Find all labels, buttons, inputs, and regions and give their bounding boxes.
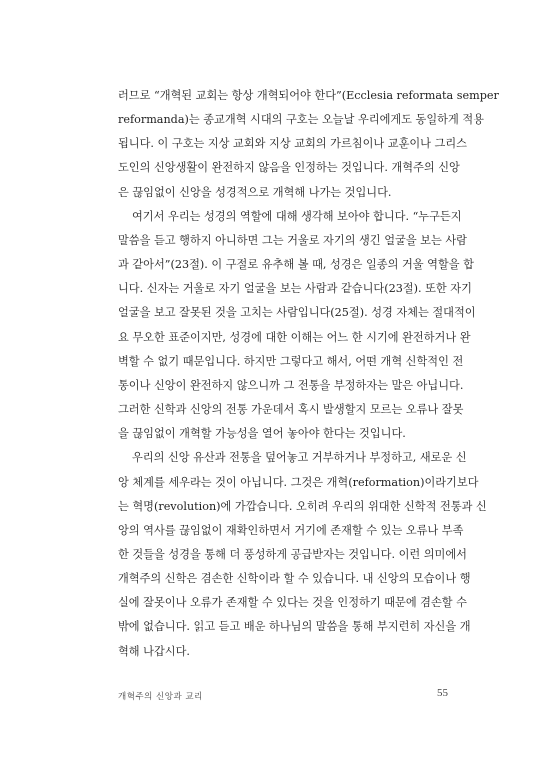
page-number: 55 (437, 687, 448, 699)
paragraph-1 (118, 84, 499, 205)
text-line: 혁해 나갑시다. (118, 644, 190, 658)
text-line: 은 끊임없이 신앙을 성경적으로 개혁해 나가는 것입니다. (118, 185, 392, 199)
text-line: 을 끊임없이 개혁할 가능성을 열어 놓아야 한다는 것입니다. (118, 427, 406, 441)
text-line: 여기서 우리는 성경의 역할에 대해 생각해 보아야 합니다. “누구든지 (132, 209, 462, 223)
text-line: 니다. 신자는 거울로 자기 얼굴을 보는 사람과 같습니다(23절). 또한 자기 (118, 282, 472, 296)
text-line: 통이나 신앙이 완전하지 않으니까 그 전통을 부정하자는 말은 아닙니다. (118, 378, 464, 392)
text-line: 앙 체계를 세우라는 것이 아닙니다. 그것은 개혁(reformation)이라기보다 (118, 475, 479, 489)
text-line: 우리의 신앙 유산과 전통을 덮어놓고 거부하거나 부정하고, 새로운 신 (132, 451, 467, 465)
text-line: 앙의 역사를 끊임없이 재확인하면서 거기에 존재할 수 있는 오류나 부족 (118, 523, 464, 537)
text-line: 요 무오한 표준이지만, 성경에 대한 이해는 어느 한 시기에 완전하거나 완 (118, 330, 471, 344)
paragraph-3 (118, 446, 487, 663)
running-footer-title: 개혁주의 신앙과 교리 (118, 692, 203, 702)
text-line: 과 같아서”(23절). 이 구절로 유추해 볼 때, 성경은 일종의 거울 역할을 합 (118, 258, 474, 272)
text-line: 벽할 수 없기 때문입니다. 하지만 그렇다고 해서, 어떤 개혁 신학적인 전 (118, 354, 464, 368)
text-line: 말씀을 듣고 행하지 아니하면 그는 거울로 자기의 생긴 얼굴을 보는 사람 (118, 233, 467, 247)
body-text (118, 84, 499, 664)
text-line: 실에 잘못이나 오류가 존재할 수 있다는 것을 인정하기 때문에 겸손할 수 (118, 596, 467, 610)
text-line: 그러한 신학과 신앙의 전통 가운데서 혹시 발생할지 모르는 오류나 잘못 (118, 403, 464, 417)
text-line: 얼굴을 보고 잘못된 것을 고치는 사람입니다(25절). 성경 자체는 절대적이 (118, 306, 476, 320)
text-line: 밖에 없습니다. 읽고 듣고 배운 하나님의 말씀을 통해 부지런히 자신을 개 (118, 620, 471, 634)
paragraph-2 (118, 205, 476, 447)
text-line: 됩니다. 이 구호는 지상 교회와 지상 교회의 가르침이나 교훈이나 그리스 (118, 137, 467, 151)
text-line: 도인의 신앙생활이 완전하지 않음을 인정하는 것입니다. 개혁주의 신앙 (118, 161, 460, 175)
text-line: 러므로 “개혁된 교회는 항상 개혁되어야 한다”(Ecclesia reformata semper (118, 89, 499, 102)
text-line: 한 것들을 성경을 통해 더 풍성하게 공급받자는 것입니다. 이런 의미에서 (118, 547, 467, 561)
text-line: 는 혁명(revolution)에 가깝습니다. 오히려 우리의 위대한 신학적 전통과 신 (118, 499, 487, 513)
text-line: 개혁주의 신학은 겸손한 신학이라 할 수 있습니다. 내 신앙의 모습이나 행 (118, 572, 471, 586)
text-line: reformanda)는 종교개혁 시대의 구호는 오늘날 우리에게도 동일하게 적용 (118, 113, 484, 127)
